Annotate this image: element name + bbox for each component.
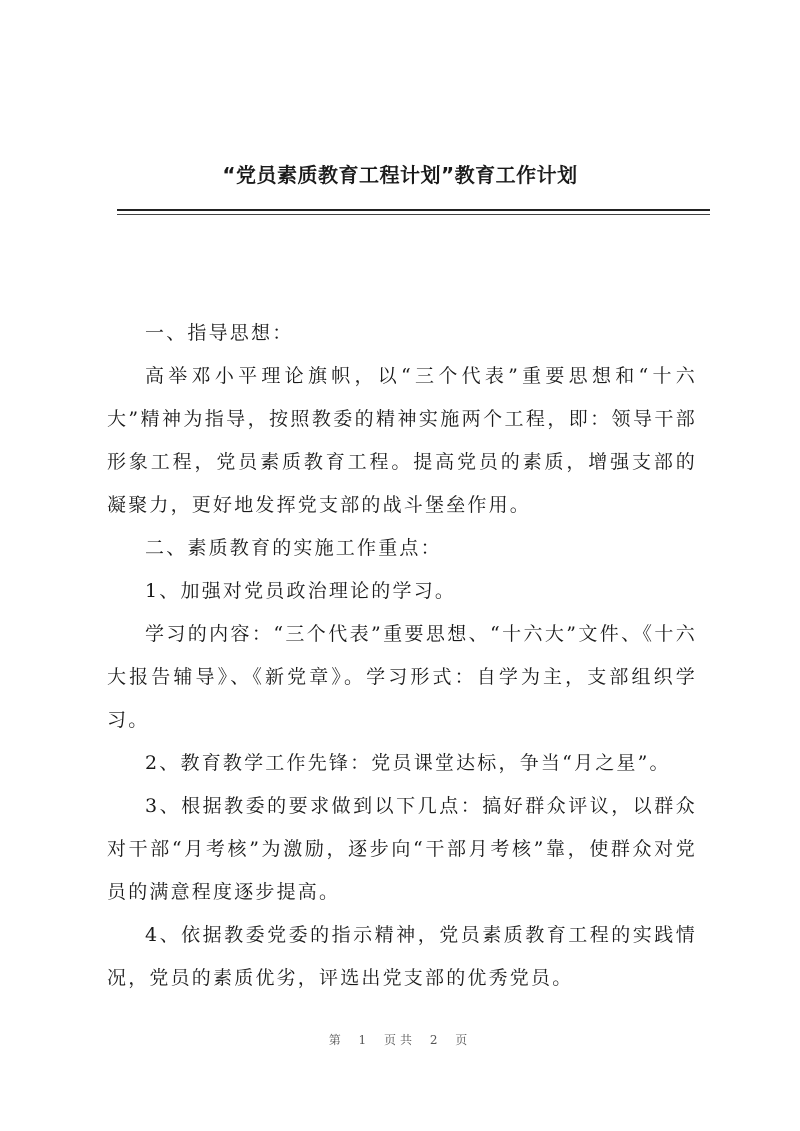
- document-title: “党员素质教育工程计划”教育工作计划: [222, 163, 578, 187]
- section-heading-key-points: 二、素质教育的实施工作重点：: [145, 537, 442, 559]
- list-item-2: 2、教育教学工作先锋：党员课堂达标，争当“月之星”。: [145, 752, 671, 774]
- document-body: [107, 312, 697, 1000]
- title-underline-thick: [117, 209, 710, 211]
- page-number-footer: 第 1 页共 2 页: [328, 1033, 472, 1047]
- list-item-4: 4、依据教委党委的指示精神，党员素质教育工程的实践情况，党员的素质优劣，评选出党支部的优秀党员。: [107, 924, 697, 989]
- list-item-3: 3、根据教委的要求做到以下几点：搞好群众评议，以群众对干部“月考核”为激励，逐步向“干部月考核”靠，使群众对党员的满意程度逐步提高。: [107, 795, 697, 903]
- paragraph-study-content: 学习的内容：“三个代表”重要思想、“十六大”文件、《十六大报告辅导》、《新党章》。学习形式：自学为主，支部组织学习。: [107, 623, 697, 731]
- title-underline-thin: [117, 214, 710, 215]
- section-heading-guiding-ideology: 一、指导思想：: [145, 322, 294, 344]
- list-item-1: 1、加强对党员政治理论的学习。: [145, 580, 457, 602]
- paragraph-guiding-ideology: 高举邓小平理论旗帜，以“三个代表”重要思想和“十六大”精神为指导，按照教委的精神实施两个工程，即：领导干部形象工程，党员素质教育工程。提高党员的素质，增强支部的凝聚力，更好地发挥党支部的战斗堡垒作用。: [107, 365, 697, 516]
